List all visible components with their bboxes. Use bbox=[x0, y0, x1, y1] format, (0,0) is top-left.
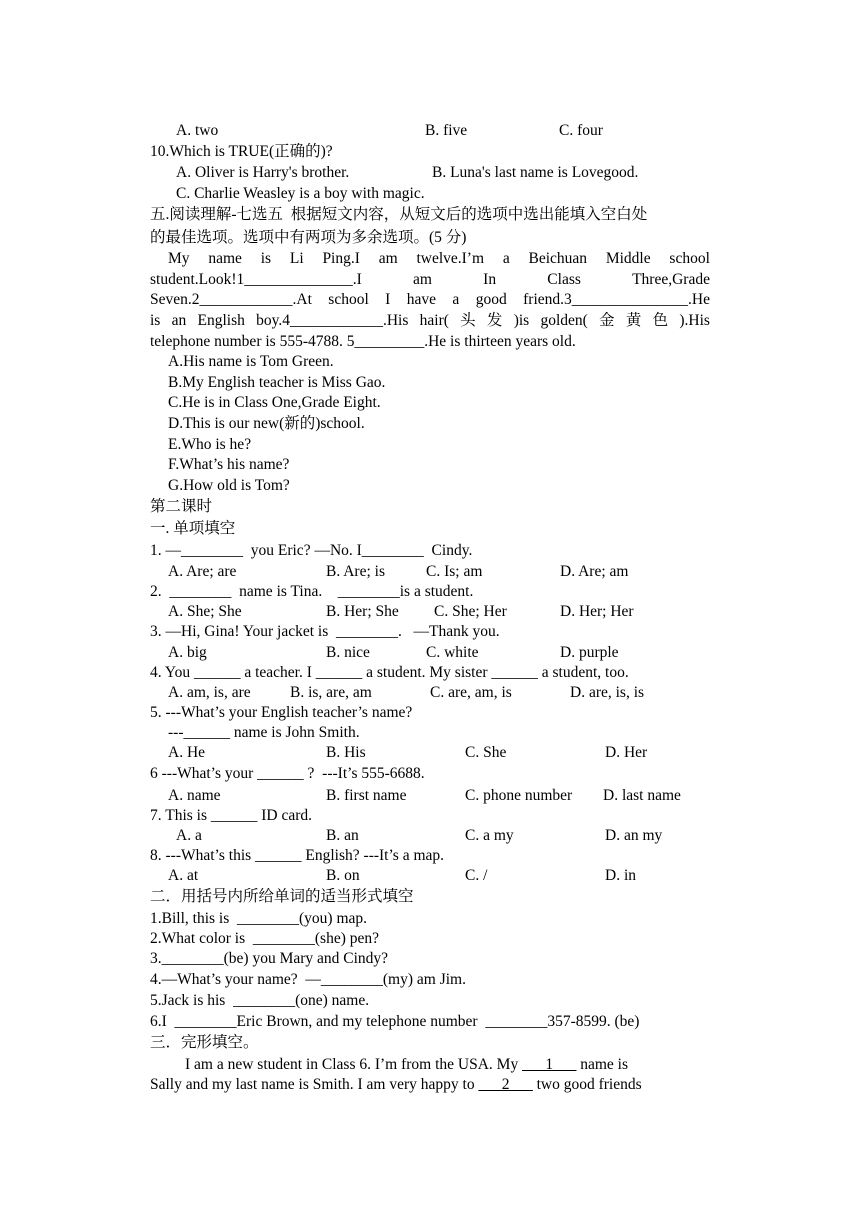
q5-a: A. He bbox=[168, 744, 206, 761]
q2-d: D. Her; Her bbox=[560, 603, 634, 620]
passage-line-1 bbox=[168, 250, 710, 268]
passage-word: Middle bbox=[605, 250, 651, 267]
q10-stem: 10.Which is TRUE(正确的)? bbox=[150, 143, 333, 160]
cloze-blank-2: ___2___ bbox=[478, 1076, 533, 1093]
q1-stem: 1. —________ you Eric? —No. I________ Cindy. bbox=[150, 542, 473, 559]
q5-d: D. Her bbox=[605, 744, 648, 761]
q3-c: C. white bbox=[426, 644, 479, 661]
passage-word: a bbox=[452, 291, 460, 308]
q8-stem: 8. ---What’s this ______ English? ---It’s a map. bbox=[150, 847, 445, 864]
passage-word: student.Look!1______________.I bbox=[150, 271, 362, 288]
q4-c: C. are, am, is bbox=[430, 684, 512, 701]
section5-title: 五.阅读理解-七选五 根据短文内容，从短文后的选项中选出能填入空白处 bbox=[150, 206, 648, 223]
passage-line-4 bbox=[150, 312, 710, 330]
option-b: B.My English teacher is Miss Gao. bbox=[168, 374, 386, 391]
q4-b: B. is, are, am bbox=[290, 684, 372, 701]
passage-line-3 bbox=[150, 291, 710, 309]
passage-word: ).His bbox=[679, 312, 710, 329]
cloze-line-2 bbox=[150, 1076, 642, 1094]
q3-d: D. purple bbox=[560, 644, 619, 661]
q1-c: C. Is; am bbox=[426, 563, 483, 580]
passage-word: 黄 bbox=[625, 312, 642, 329]
passage-word: Three,Grade bbox=[632, 271, 710, 288]
q5-b: B. His bbox=[326, 744, 366, 761]
part2-item-5: 5.Jack is his ________(one) name. bbox=[150, 992, 370, 1009]
cloze-line-1 bbox=[185, 1056, 628, 1074]
q2-stem: 2. ________ name is Tina. ________is a student. bbox=[150, 583, 474, 600]
q2-a: A. She; She bbox=[168, 603, 242, 620]
q1-a: A. Are; are bbox=[168, 563, 237, 580]
option-c: C.He is in Class One,Grade Eight. bbox=[168, 394, 381, 411]
q3-b: B. nice bbox=[326, 644, 370, 661]
cloze-text: name is bbox=[576, 1056, 628, 1073]
passage-word: 头 bbox=[460, 312, 476, 329]
passage-word: is bbox=[260, 250, 272, 267]
q2-b: B. Her; She bbox=[326, 603, 399, 620]
q9-option-b: B. five bbox=[425, 122, 468, 139]
passage-word: 金 bbox=[599, 312, 615, 329]
passage-word: an bbox=[171, 312, 187, 329]
q9-option-c: C. four bbox=[559, 122, 603, 139]
passage-word: have bbox=[406, 291, 437, 308]
passage-word: twelve.I’m bbox=[416, 250, 485, 267]
passage-word: boy.4____________.His bbox=[256, 312, 409, 329]
passage-word: Seven.2____________.At bbox=[150, 291, 312, 308]
cloze-text: I am a new student in Class 6. I’m from the USA. My bbox=[185, 1056, 523, 1073]
passage-word: English bbox=[197, 312, 245, 329]
passage-word: good bbox=[475, 291, 507, 308]
q10-option-c: C. Charlie Weasley is a boy with magic. bbox=[176, 185, 425, 202]
part2-item-3: 3.________(be) you Mary and Cindy? bbox=[150, 950, 389, 967]
q6-d: D. last name bbox=[603, 787, 681, 804]
passage-word: 色 bbox=[652, 312, 669, 329]
option-e: E.Who is he? bbox=[168, 436, 252, 453]
cloze-text: two good friends bbox=[532, 1076, 642, 1093]
cloze-blank-1: ___1___ bbox=[522, 1056, 577, 1073]
q10-option-a: A. Oliver is Harry's brother. bbox=[176, 164, 350, 181]
part2-item-2: 2.What color is ________(she) pen? bbox=[150, 930, 379, 947]
part1-title: 一. 单项填空 bbox=[150, 520, 236, 537]
q4-stem: 4. You ______ a teacher. I ______ a student. My sister ______ a student, too. bbox=[150, 664, 629, 681]
part2-title: 二．用括号内所给单词的适当形式填空 bbox=[150, 888, 414, 905]
passage-word: am bbox=[413, 271, 432, 288]
passage-line-5: telephone number is 555-4788. 5_________.He is thirteen years old. bbox=[150, 333, 576, 350]
q7-stem: 7. This is ______ ID card. bbox=[150, 807, 313, 824]
q4-a: A. am, is, are bbox=[168, 684, 251, 701]
passage-word: My bbox=[168, 250, 190, 267]
q6-a: A. name bbox=[168, 787, 221, 804]
passage-word: a bbox=[502, 250, 510, 267]
passage-word: hair( bbox=[419, 312, 449, 329]
passage-word: I bbox=[385, 291, 391, 308]
q2-c: C. She; Her bbox=[434, 603, 507, 620]
q9-option-a: A. two bbox=[176, 122, 219, 139]
cloze-text: Sally and my last name is Smith. I am very happy to bbox=[150, 1076, 479, 1093]
q6-stem: 6 ---What’s your ______ ? ---It’s 555-6688. bbox=[150, 765, 425, 782]
passage-word: In bbox=[483, 271, 497, 288]
q4-d: D. are, is, is bbox=[570, 684, 645, 701]
section5-title-line2: 的最佳选项。选项中有两项为多余选项。(5 分) bbox=[150, 229, 467, 246]
q7-a: A. a bbox=[176, 827, 202, 844]
passage-word: golden( bbox=[540, 312, 588, 329]
option-a: A.His name is Tom Green. bbox=[168, 353, 334, 370]
part2-item-1: 1.Bill, this is ________(you) map. bbox=[150, 910, 367, 927]
q8-c: C. / bbox=[465, 867, 488, 884]
q6-c: C. phone number bbox=[465, 787, 573, 804]
q7-b: B. an bbox=[326, 827, 359, 844]
part3-title: 三．完形填空。 bbox=[150, 1034, 259, 1051]
passage-word: Ping.I bbox=[322, 250, 360, 267]
passage-word: school bbox=[328, 291, 369, 308]
passage-word: )is bbox=[513, 312, 530, 329]
passage-word: friend.3_______________.He bbox=[523, 291, 710, 308]
q6-b: B. first name bbox=[326, 787, 407, 804]
q7-d: D. an my bbox=[605, 827, 663, 844]
option-f: F.What’s his name? bbox=[168, 456, 290, 473]
q8-d: D. in bbox=[605, 867, 636, 884]
q1-d: D. Are; am bbox=[560, 563, 629, 580]
q5-c: C. She bbox=[465, 744, 507, 761]
q3-a: A. big bbox=[168, 644, 207, 661]
q7-c: C. a my bbox=[465, 827, 514, 844]
lesson-heading: 第二课时 bbox=[150, 498, 213, 515]
q8-a: A. at bbox=[168, 867, 199, 884]
part2-item-6: 6.I ________Eric Brown, and my telephone number ________357-8599. (be) bbox=[150, 1013, 640, 1030]
passage-word: Li bbox=[289, 250, 304, 267]
q3-stem: 3. —Hi, Gina! Your jacket is ________. —Thank you. bbox=[150, 623, 500, 640]
option-d: D.This is our new(新的)school. bbox=[168, 415, 365, 432]
option-g: G.How old is Tom? bbox=[168, 477, 290, 494]
passage-word: Class bbox=[547, 271, 581, 288]
q1-b: B. Are; is bbox=[326, 563, 385, 580]
passage-line-2 bbox=[150, 271, 710, 289]
passage-word: 发 bbox=[486, 312, 503, 329]
q10-option-b: B. Luna's last name is Lovegood. bbox=[432, 164, 639, 181]
passage-word: is bbox=[150, 312, 161, 329]
passage-word: Beichuan bbox=[528, 250, 588, 267]
q8-b: B. on bbox=[326, 867, 360, 884]
q5-stem-2: ---______ name is John Smith. bbox=[168, 724, 360, 741]
passage-word: am bbox=[378, 250, 398, 267]
passage-word: school bbox=[669, 250, 710, 267]
part2-item-4: 4.—What’s your name? —________(my) am Jim. bbox=[150, 971, 466, 988]
passage-word: name bbox=[208, 250, 242, 267]
q5-stem: 5. ---What’s your English teacher’s name? bbox=[150, 704, 413, 721]
